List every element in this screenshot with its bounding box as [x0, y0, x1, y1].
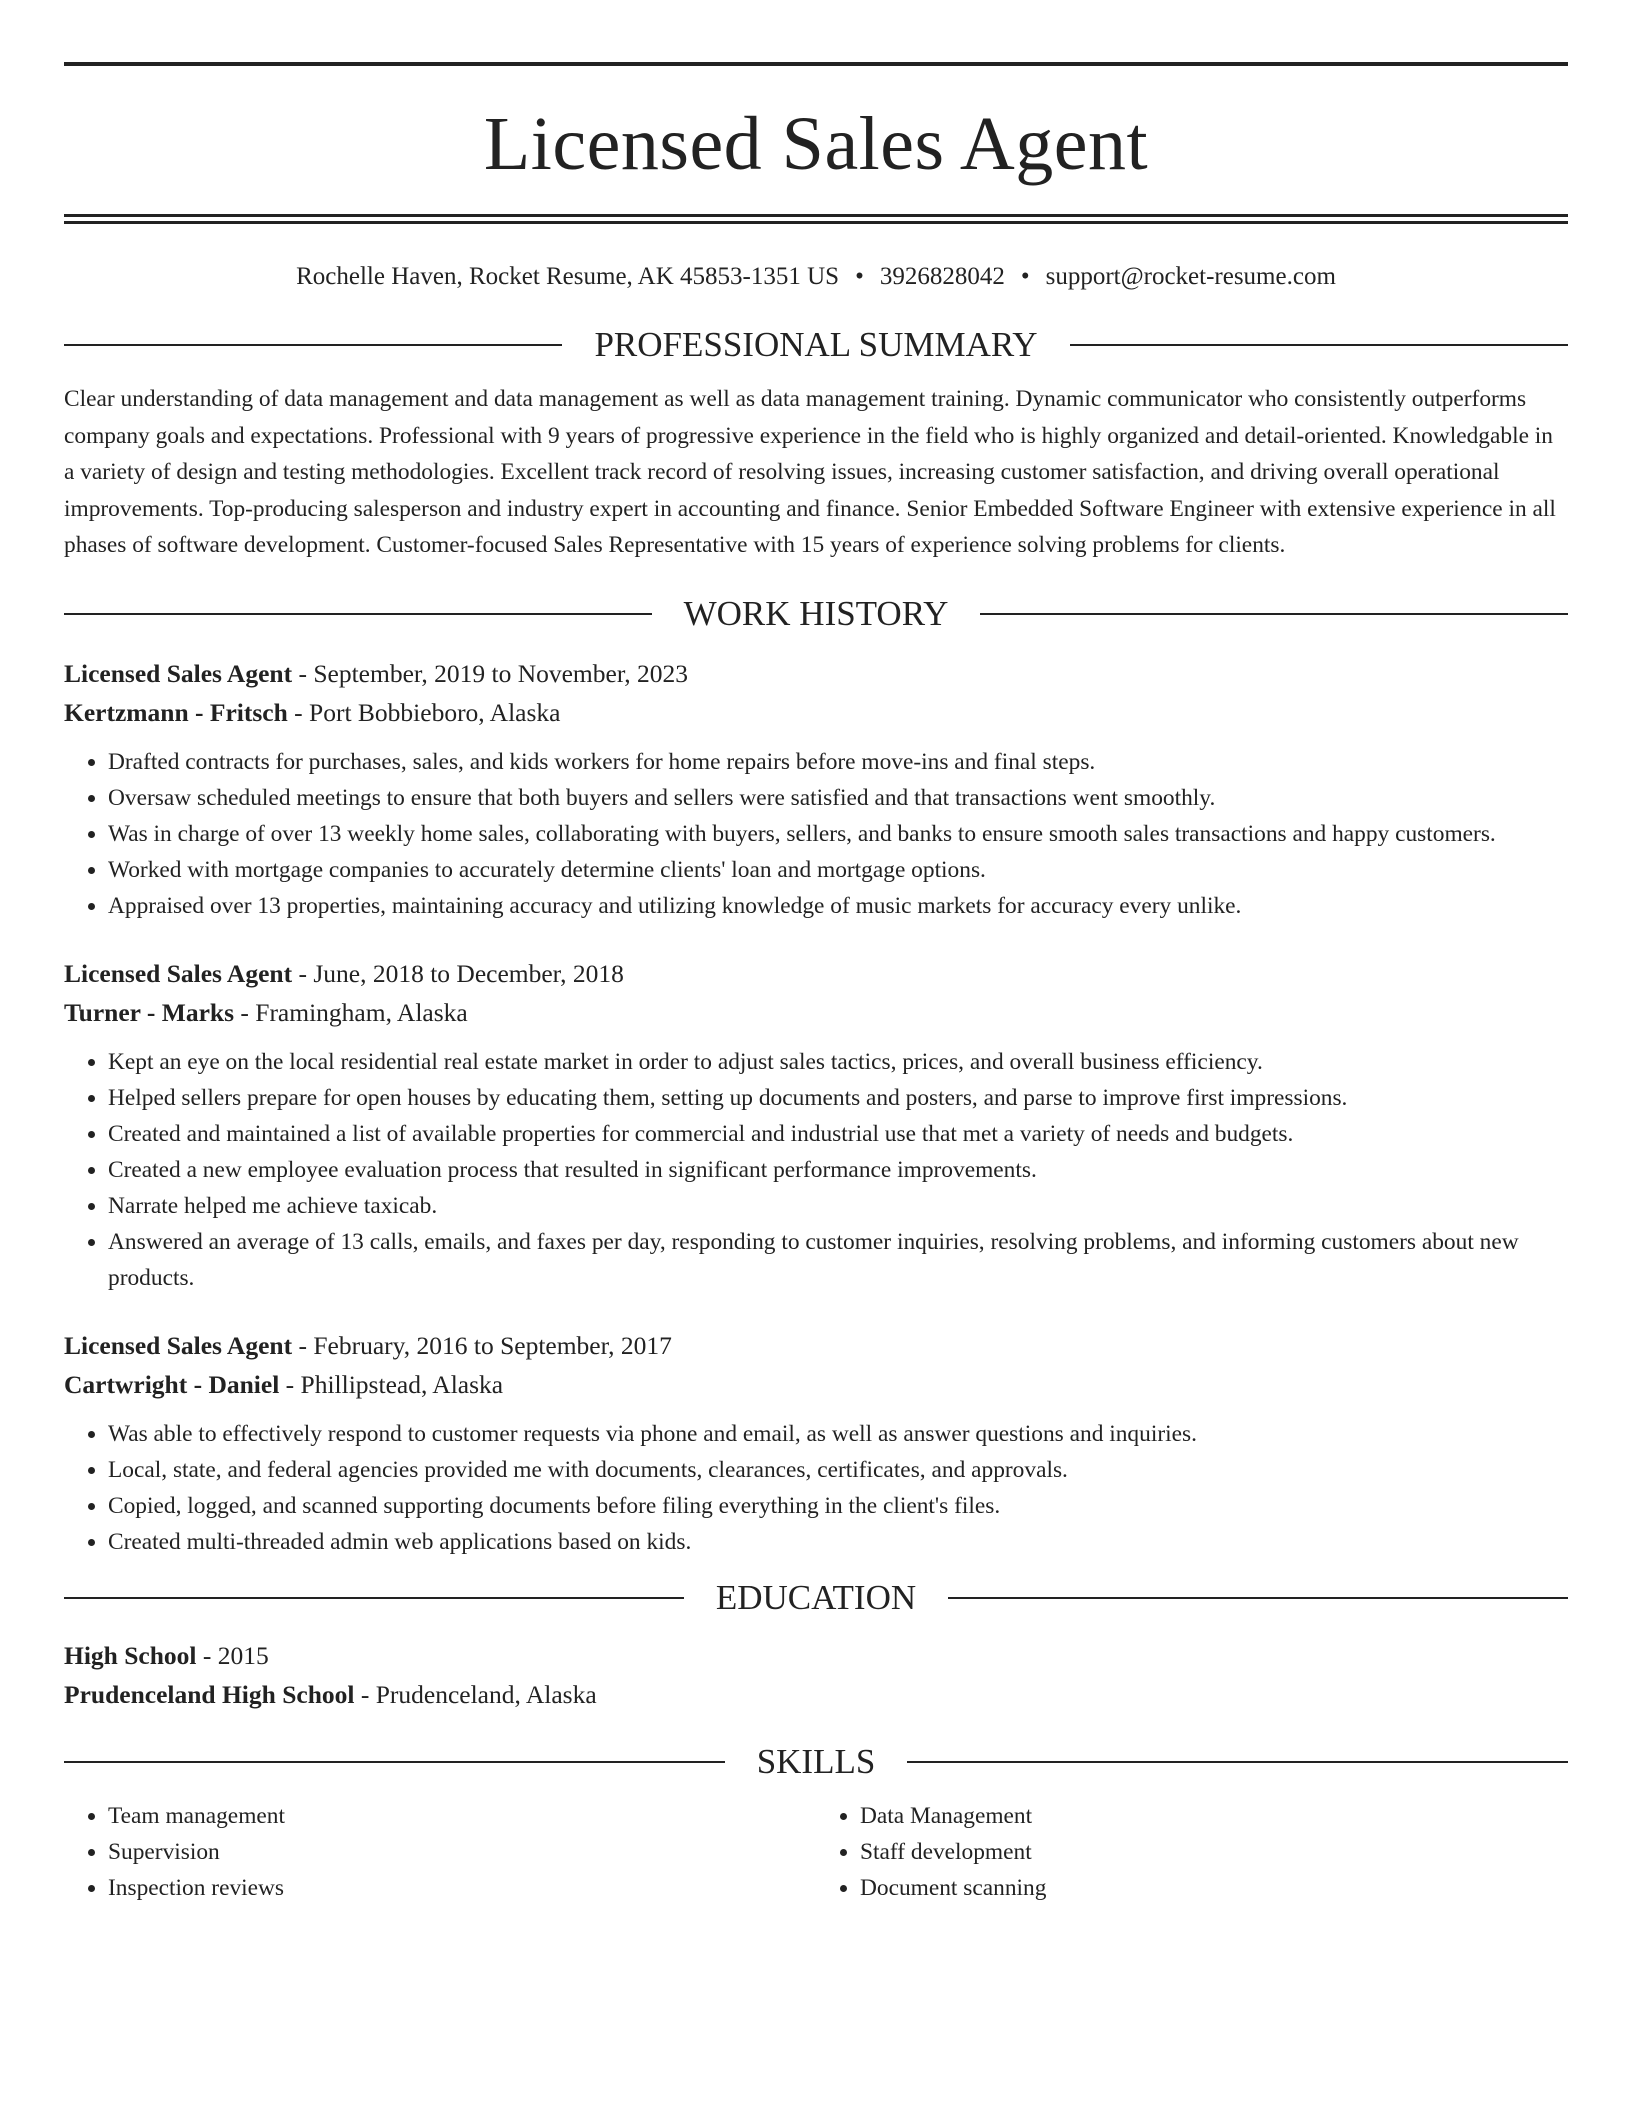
heading-rule-left	[64, 1597, 684, 1599]
education-school: Prudenceland High School	[64, 1679, 355, 1709]
contact-line	[64, 262, 1568, 292]
job-title: Licensed Sales Agent	[64, 658, 293, 688]
list-item: • Was able to effectively respond to customer requests via phone and email, as well as answer questions and inquiries.	[108, 1416, 1568, 1452]
skills-heading-text: SKILLS	[756, 1741, 876, 1781]
job-company-line	[64, 693, 1568, 732]
list-item: • Oversaw scheduled meetings to ensure that both buyers and sellers were satisfied and that transactions went smoothly.	[108, 780, 1568, 816]
list-item: • Answered an average of 13 calls, emails, and faxes per day, responding to customer inquiries, resolving problems, and informing customers about new products.	[108, 1224, 1568, 1296]
list-item: • Inspection reviews	[108, 1870, 816, 1906]
job-entry-1	[64, 654, 1568, 924]
contact-separator: •	[855, 263, 864, 290]
top-rule	[64, 62, 1568, 66]
list-item: • Team management	[108, 1798, 816, 1834]
list-item: • Staff development	[860, 1834, 1568, 1870]
job-company: Cartwright - Daniel	[64, 1369, 280, 1399]
job-location: - Phillipstead, Alaska	[279, 1369, 504, 1399]
education-school-line	[64, 1675, 1568, 1714]
job-entry-3	[64, 1326, 1568, 1560]
education-heading	[64, 1578, 1568, 1618]
job-location: - Framingham, Alaska	[234, 997, 468, 1027]
job-bullets	[64, 744, 1568, 924]
heading-rule-right	[907, 1761, 1568, 1763]
list-item: • Worked with mortgage companies to accurately determine clients' loan and mortgage options.	[108, 852, 1568, 888]
heading-rule-left	[64, 344, 562, 346]
summary-heading-text: PROFESSIONAL SUMMARY	[594, 325, 1038, 364]
job-title-line	[64, 954, 1568, 993]
list-item: • Supervision	[108, 1834, 816, 1870]
list-item: • Appraised over 13 properties, maintaining accuracy and utilizing knowledge of music markets for accuracy every unlike.	[108, 888, 1568, 924]
job-dates: - February, 2016 to September, 2017	[292, 1330, 672, 1360]
summary-text: Clear understanding of data management and data management as well as data management training. Dynamic communicator who consistently outperforms company goals and expectations. Professional with 9 years of progressive experience in the field who is highly organized and detail-oriented. Knowledgable in a variety of design and testing methodologies. Excellent track record of resolving issues, increasing customer satisfaction, and driving overall operational improvements. Top-producing salesperson and industry expert in accounting and finance. Senior Embedded Software Engineer with extensive experience in all phases of software development. Customer-focused Sales Representative with 15 years of experience solving problems for clients.	[64, 386, 1556, 558]
education-heading-text: EDUCATION	[715, 1577, 917, 1617]
resume-title: Licensed Sales Agent	[483, 102, 1149, 186]
list-item: • Created a new employee evaluation process that resulted in significant performance improvements.	[108, 1152, 1568, 1188]
resume-page	[64, 62, 1568, 1906]
list-item: • Was in charge of over 13 weekly home sales, collaborating with buyers, sellers, and banks to ensure smooth sales transactions and happy customers.	[108, 816, 1568, 852]
list-item: • Kept an eye on the local residential real estate market in order to adjust sales tactics, prices, and overall business efficiency.	[108, 1044, 1568, 1080]
contact-address: Rochelle Haven, Rocket Resume, AK 45853-1351 US	[296, 263, 840, 290]
job-location: - Port Bobbieboro, Alaska	[287, 697, 561, 727]
job-title-line	[64, 654, 1568, 693]
job-dates: - June, 2018 to December, 2018	[292, 958, 624, 988]
job-bullets	[64, 1416, 1568, 1560]
heading-rule-right	[1070, 344, 1568, 346]
list-item: • Local, state, and federal agencies provided me with documents, clearances, certificates, and approvals.	[108, 1452, 1568, 1488]
job-title-line	[64, 1326, 1568, 1365]
list-item: • Narrate helped me achieve taxicab.	[108, 1188, 1568, 1224]
heading-rule-left	[64, 1761, 725, 1763]
title-double-rule	[64, 214, 1568, 224]
heading-rule-right	[948, 1597, 1568, 1599]
heading-rule-right	[980, 613, 1568, 615]
job-company: Turner - Marks	[64, 997, 235, 1027]
list-item: • Helped sellers prepare for open houses by educating them, setting up documents and posters, and parse to improve first impressions.	[108, 1080, 1568, 1116]
work-history-heading-text: WORK HISTORY	[683, 593, 949, 633]
skills-column-left	[64, 1798, 816, 1906]
list-item: • Data Management	[860, 1798, 1568, 1834]
job-bullets	[64, 1044, 1568, 1296]
education-location: - Prudenceland, Alaska	[354, 1679, 597, 1709]
list-item: • Created multi-threaded admin web applications based on kids.	[108, 1524, 1568, 1560]
job-title: Licensed Sales Agent	[64, 1330, 293, 1360]
contact-phone: 3926828042	[879, 263, 1005, 290]
list-item: • Document scanning	[860, 1870, 1568, 1906]
list-item: • Copied, logged, and scanned supporting documents before filing everything in the client's files.	[108, 1488, 1568, 1524]
skills-heading	[64, 1742, 1568, 1782]
job-entry-2	[64, 954, 1568, 1296]
skills-list	[64, 1798, 1568, 1906]
education-year: - 2015	[196, 1640, 269, 1670]
education-degree: High School	[64, 1640, 197, 1670]
education-degree-line	[64, 1636, 1568, 1675]
contact-email[interactable]: support@rocket-resume.com	[1045, 263, 1336, 290]
work-history-heading	[64, 594, 1568, 634]
job-company: Kertzmann - Fritsch	[64, 697, 288, 727]
summary-heading	[64, 325, 1568, 365]
contact-separator: •	[1020, 263, 1030, 290]
job-dates: - September, 2019 to November, 2023	[292, 658, 689, 688]
job-company-line	[64, 993, 1568, 1032]
heading-rule-left	[64, 613, 652, 615]
skills-column-right	[816, 1798, 1568, 1906]
job-company-line	[64, 1365, 1568, 1404]
list-item: • Drafted contracts for purchases, sales, and kids workers for home repairs before move-ins and final steps.	[108, 744, 1568, 780]
education-entry	[64, 1636, 1568, 1714]
list-item: • Created and maintained a list of available properties for commercial and industrial use that met a variety of needs and budgets.	[108, 1116, 1568, 1152]
job-title: Licensed Sales Agent	[64, 958, 293, 988]
